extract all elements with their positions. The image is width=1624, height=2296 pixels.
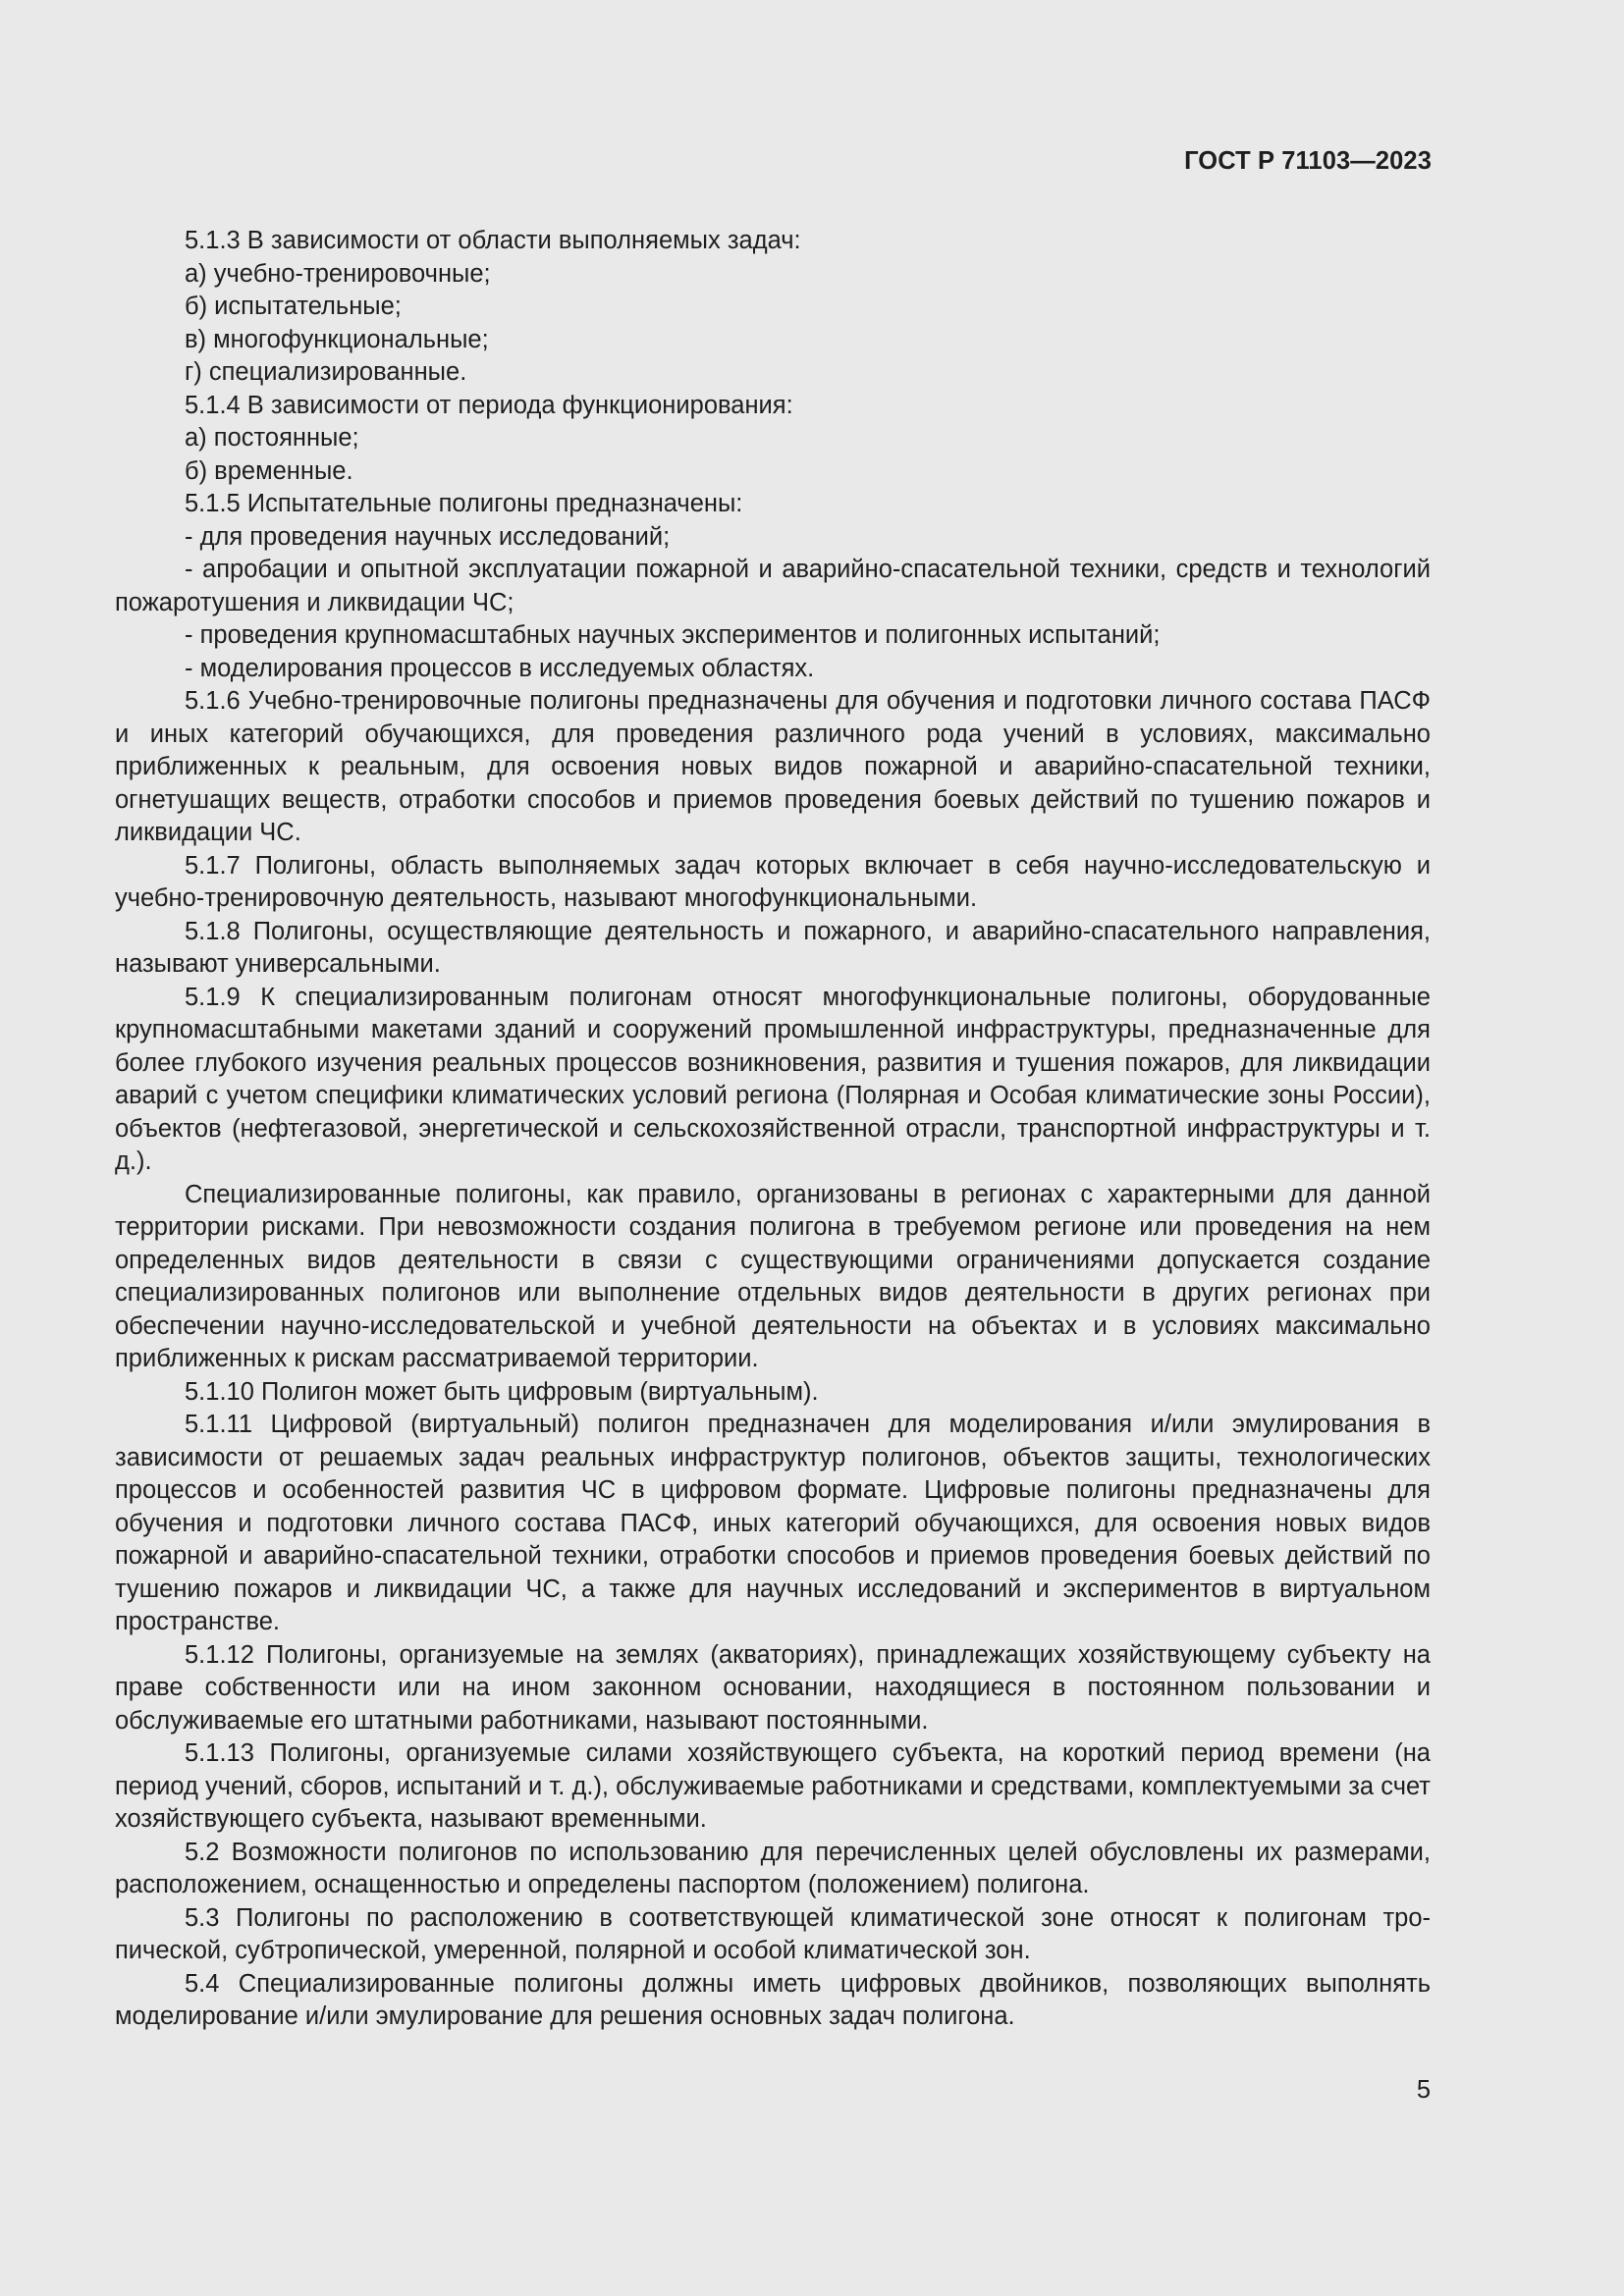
paragraph: 5.1.13 Полигоны, организуемые силами хозяйствующего субъекта, на короткий период времени (на период учений, сборов, испытаний и т. д.), обслуживаемые работниками и средствами, комплектуемыми за счет хозяйствующего субъекта, называют временными. xyxy=(115,1739,1431,1833)
paragraph: 5.1.3 В зависимости от области выполняемых задач: xyxy=(185,227,801,254)
list-item: - апробации и опытной эксплуатации пожарной и аварийно-спасательной техники, средств и технологий пожаротушения и ликвидации ЧС; xyxy=(115,556,1431,616)
list-item: б) испытательные; xyxy=(185,293,402,320)
document-code: ГОСТ Р 71103—2023 xyxy=(1184,147,1432,175)
paragraph: 5.4 Специализированные полигоны должны иметь цифровых двойников, позволяющих выполнять моделирование и/или эмулирование для решения основных задач полигона. xyxy=(115,1969,1431,2030)
paragraph: 5.1.7 Полигоны, область выполняемых задач которых включает в себя научно-исследовательскую и учебно-тренировочную деятельность, называют многофункциональными. xyxy=(115,851,1431,912)
list-item: а) постоянные; xyxy=(185,424,359,452)
list-item: г) специализированные. xyxy=(185,358,467,386)
list-item: в) многофункциональные; xyxy=(185,325,489,353)
paragraph: 5.3 Полигоны по расположению в соответствующей климатической зоне относят к полигонам тропической, субтропической, умеренной, полярной и особой климатической зон. xyxy=(115,1903,1431,1964)
page-number: 5 xyxy=(1416,2076,1431,2104)
paragraph: 5.1.10 Полигон может быть цифровым (виртуальным). xyxy=(185,1377,819,1406)
list-item: - для проведения научных исследований; xyxy=(185,522,671,551)
document-body xyxy=(115,225,1431,2034)
paragraph: Специализированные полигоны, как правило, организованы в регионах с характерными для данной территории рисками. При невозможности создания полигона в требуемом регионе или проведения на нем определенных видов деятельности в связи с существующими ограничениями допускается создание специализированных полигонов или выполнение отдельных видов деятельности в других регионах при обеспечении научно-исследовательской и учебной деятельности на объектах и в условиях максимально приближенных к рискам рассматриваемой территории. xyxy=(115,1180,1431,1372)
paragraph: 5.1.4 В зависимости от периода функционирования: xyxy=(185,391,793,419)
paragraph: 5.1.6 Учебно-тренировочные полигоны предназначены для обучения и подготовки личного состава ПАСФ и иных категорий обучающихся, для проведения различного рода учений в условиях, максимально приближенных к реальным, для освоения новых видов пожарной и аварийно-спасательной техники, огнетушащих веществ, отработки способов и приемов проведения боевых действий по тушению пожаров и ликвидации ЧС. xyxy=(115,687,1431,846)
list-item: - моделирования процессов в исследуемых областях. xyxy=(185,654,815,682)
list-item: а) учебно-тренировочные; xyxy=(185,259,491,288)
paragraph: 5.1.9 К специализированным полигонам относят многофункциональные полигоны, оборудованные крупномасштабными макетами зданий и сооружений промышленной инфраструктуры, предназначенные для более глубокого изучения реальных процессов возникновения, развития и тушения пожаров, для ликвидации аварий с учетом специфики климатических условий региона (Полярная и Особая климатические зоны России), объектов (нефтегазовой, энергетической и сельскохозяйственной отрасли, транспортной инфраструктуры и т. д.). xyxy=(115,983,1431,1175)
list-item: - проведения крупномасштабных научных экспериментов и полигонных испытаний; xyxy=(185,621,1161,649)
paragraph: 5.1.11 Цифровой (виртуальный) полигон предназначен для моделирования и/или эмулирования в зависимости от решаемых задач реальных инфраструктур полигонов, объектов защиты, технологических процессов и особенностей развития ЧС в цифровом формате. Цифровые полигоны предназначены для обучения и подготовки личного состава ПАСФ, иных категорий обучающихся, для освоения новых видов пожарной и аварийно-спасательной техники, отработки способов и приемов проведения боевых действий по тушению пожаров и ликвидации ЧС, а также для научных исследований и экспериментов в виртуальном пространстве. xyxy=(115,1411,1431,1635)
paragraph: 5.2 Возможности полигонов по использованию для перечисленных целей обусловлены их размерами, расположением, оснащенностью и определены паспортом (положением) полигона. xyxy=(115,1838,1431,1898)
paragraph: 5.1.12 Полигоны, организуемые на землях (акваториях), принадлежащих хозяйствующему субъекту на праве собственности или на ином законном основании, находящиеся в постоянном пользовании и обслуживаемые его штатными работниками, называют постоянными. xyxy=(115,1640,1431,1735)
paragraph: 5.1.5 Испытательные полигоны предназначены: xyxy=(185,490,743,517)
paragraph: 5.1.8 Полигоны, осуществляющие деятельность и пожарного, и аварийно-спасательного направления, называют универсальными. xyxy=(115,917,1431,978)
list-item: б) временные. xyxy=(185,456,353,485)
